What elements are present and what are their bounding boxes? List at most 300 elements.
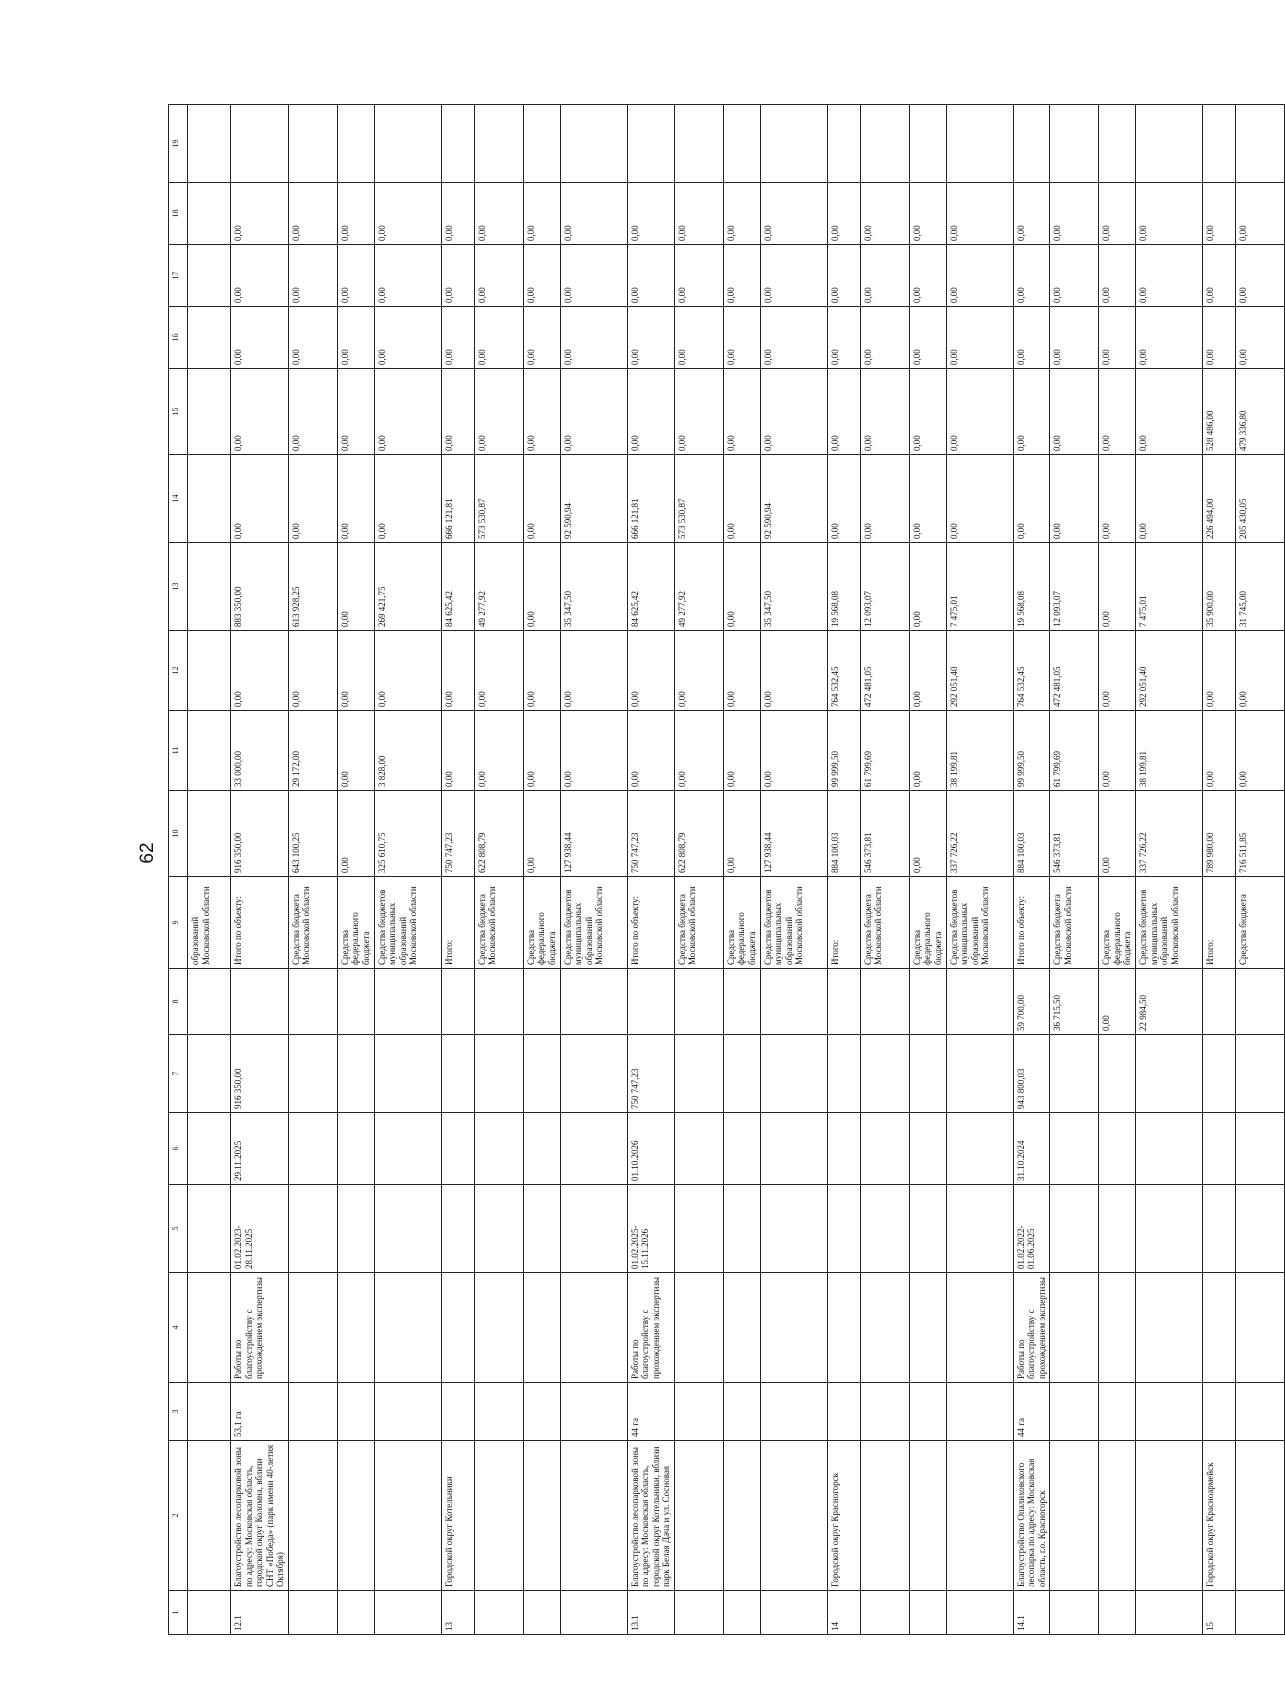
table-cell-col-13: 0,00 — [337, 543, 374, 631]
table-cell-col-10: 750 747,23 — [441, 791, 474, 877]
table-cell-col-15: 0,00 — [627, 369, 674, 455]
table-cell-col-16: 0,00 — [523, 307, 560, 369]
table-cell-col-7: 916 350,00 — [231, 1035, 289, 1113]
table-cell-col-12 — [188, 631, 231, 711]
table-cell-col-5: 01.02.2023-28.11.2025 — [231, 1185, 289, 1273]
table-cell-col-19 — [674, 105, 723, 183]
table-cell-col-12: 0,00 — [1099, 631, 1136, 711]
table-cell-col-6: 29.11.2025 — [231, 1113, 289, 1185]
table-cell-col-5 — [523, 1185, 560, 1273]
table-cell-col-14: 573 530,87 — [674, 455, 723, 543]
table-cell-col-18: 0,00 — [827, 183, 860, 245]
table-cell-col-8 — [723, 969, 760, 1035]
table-cell-col-14: 0,00 — [231, 455, 289, 543]
table-cell-col-17: 0,00 — [1136, 245, 1203, 307]
table-cell-col-10: 0,00 — [523, 791, 560, 877]
table-cell-col-3 — [1136, 1383, 1203, 1441]
table-cell-col-19 — [560, 105, 627, 183]
table-cell-col-3 — [374, 1383, 441, 1441]
table-cell-col-7 — [374, 1035, 441, 1113]
table-cell-col-18: 0,00 — [760, 183, 827, 245]
table-cell-col-7 — [188, 1035, 231, 1113]
table-cell-col-7 — [946, 1035, 1013, 1113]
table-cell-col-14: 0,00 — [1099, 455, 1136, 543]
table-cell-col-3 — [441, 1383, 474, 1441]
table-cell-col-12: 0,00 — [441, 631, 474, 711]
table-cell-col-12: 0,00 — [474, 631, 523, 711]
table-cell-col-13 — [188, 543, 231, 631]
table-cell-col-2 — [1099, 1441, 1136, 1591]
table-cell-col-2 — [1050, 1441, 1099, 1591]
table-row — [1099, 105, 1136, 1635]
table-cell-col-8 — [909, 969, 946, 1035]
table-cell-col-17: 0,00 — [288, 245, 337, 307]
table-row — [1136, 105, 1203, 1635]
table-row — [560, 105, 627, 1635]
column-number-cell: 15 — [169, 369, 188, 455]
table-cell-col-6 — [188, 1113, 231, 1185]
table-cell-col-4 — [188, 1273, 231, 1383]
table-cell-col-6 — [1236, 1113, 1285, 1185]
table-cell-col-10: 750 747,23 — [627, 791, 674, 877]
table-cell-col-7 — [909, 1035, 946, 1113]
table-cell-col-5 — [760, 1185, 827, 1273]
table-cell-col-12: 0,00 — [1236, 631, 1285, 711]
table-cell-col-8 — [946, 969, 1013, 1035]
column-number-cell: 2 — [169, 1441, 188, 1591]
table-cell-col-18: 0,00 — [1013, 183, 1050, 245]
table-cell-col-8 — [374, 969, 441, 1035]
table-cell-col-12: 0,00 — [523, 631, 560, 711]
table-cell-col-2 — [474, 1441, 523, 1591]
table-cell-col-14: 0,00 — [909, 455, 946, 543]
table-cell-col-5 — [1099, 1185, 1136, 1273]
table-cell-col-18: 0,00 — [1050, 183, 1099, 245]
table-cell-col-3 — [474, 1383, 523, 1441]
table-cell-col-2 — [1136, 1441, 1203, 1591]
table-cell-col-7: 750 747,23 — [627, 1035, 674, 1113]
table-cell-col-12: 0,00 — [231, 631, 289, 711]
table-cell-col-3 — [1203, 1383, 1236, 1441]
table-cell-col-13: 31 745,00 — [1236, 543, 1285, 631]
table-cell-col-3 — [909, 1383, 946, 1441]
table-cell-col-3 — [288, 1383, 337, 1441]
table-cell-col-1 — [560, 1591, 627, 1635]
table-cell-col-14: 0,00 — [860, 455, 909, 543]
table-cell-col-2 — [523, 1441, 560, 1591]
table-cell-col-5: 01.02.2025-15.11.2026 — [627, 1185, 674, 1273]
table-cell-col-15: 0,00 — [946, 369, 1013, 455]
table-cell-col-17: 0,00 — [627, 245, 674, 307]
table-cell-col-9: Средства бюджета Московской области — [288, 877, 337, 969]
column-number-cell: 3 — [169, 1383, 188, 1441]
table-cell-col-11: 38 199,81 — [946, 711, 1013, 791]
table-cell-col-6 — [1050, 1113, 1099, 1185]
table-cell-col-14: 226 494,00 — [1203, 455, 1236, 543]
table-cell-col-19 — [288, 105, 337, 183]
table-cell-col-1: 14 — [827, 1591, 860, 1635]
table-cell-col-2 — [288, 1441, 337, 1591]
table-cell-col-16 — [188, 307, 231, 369]
rotated-table-container — [168, 115, 1248, 1635]
table-cell-col-15: 0,00 — [231, 369, 289, 455]
table-cell-col-4 — [860, 1273, 909, 1383]
table-cell-col-13: 19 568,08 — [827, 543, 860, 631]
table-cell-col-5 — [946, 1185, 1013, 1273]
table-cell-col-6 — [441, 1113, 474, 1185]
table-cell-col-13: 0,00 — [1099, 543, 1136, 631]
table-cell-col-18: 0,00 — [337, 183, 374, 245]
table-cell-col-2 — [337, 1441, 374, 1591]
table-cell-col-11: 61 799,69 — [860, 711, 909, 791]
table-cell-col-13: 84 625,42 — [627, 543, 674, 631]
table-cell-col-4 — [909, 1273, 946, 1383]
table-cell-col-10: 622 808,79 — [474, 791, 523, 877]
table-cell-col-1 — [188, 1591, 231, 1635]
table-cell-col-10: 0,00 — [1099, 791, 1136, 877]
table-row — [1236, 105, 1285, 1635]
table-cell-col-12: 292 051,40 — [946, 631, 1013, 711]
table-cell-col-1: 13.1 — [627, 1591, 674, 1635]
table-cell-col-18: 0,00 — [860, 183, 909, 245]
table-cell-col-17: 0,00 — [1099, 245, 1136, 307]
table-row — [674, 105, 723, 1635]
table-cell-col-7 — [523, 1035, 560, 1113]
table-cell-col-6 — [560, 1113, 627, 1185]
table-cell-col-12: 0,00 — [909, 631, 946, 711]
table-cell-col-2 — [723, 1441, 760, 1591]
table-cell-col-7 — [1236, 1035, 1285, 1113]
table-cell-col-19 — [337, 105, 374, 183]
table-cell-col-9: Итого по объекту: — [627, 877, 674, 969]
table-cell-col-17: 0,00 — [1013, 245, 1050, 307]
table-row — [760, 105, 827, 1635]
table-cell-col-3: 53,1 га — [231, 1383, 289, 1441]
table-cell-col-6 — [374, 1113, 441, 1185]
table-cell-col-18: 0,00 — [946, 183, 1013, 245]
table-cell-col-10: 0,00 — [337, 791, 374, 877]
table-cell-col-18: 0,00 — [1099, 183, 1136, 245]
table-cell-col-1 — [474, 1591, 523, 1635]
column-number-cell: 18 — [169, 183, 188, 245]
table-cell-col-7 — [1136, 1035, 1203, 1113]
table-cell-col-9: Средства федерального бюджета — [909, 877, 946, 969]
table-cell-col-3 — [1050, 1383, 1099, 1441]
table-cell-col-2 — [909, 1441, 946, 1591]
table-cell-col-16: 0,00 — [1050, 307, 1099, 369]
table-cell-col-12: 0,00 — [674, 631, 723, 711]
table-cell-col-1 — [674, 1591, 723, 1635]
table-cell-col-10: 337 726,22 — [946, 791, 1013, 877]
table-cell-col-2 — [188, 1441, 231, 1591]
table-cell-col-5 — [560, 1185, 627, 1273]
table-cell-col-5 — [337, 1185, 374, 1273]
table-cell-col-12: 0,00 — [760, 631, 827, 711]
table-row — [1013, 105, 1050, 1635]
table-cell-col-10: 337 726,22 — [1136, 791, 1203, 877]
table-cell-col-14: 92 590,94 — [560, 455, 627, 543]
table-cell-col-13: 883 350,00 — [231, 543, 289, 631]
table-cell-col-17: 0,00 — [523, 245, 560, 307]
table-cell-col-9: образований Московской области — [188, 877, 231, 969]
table-cell-col-17: 0,00 — [560, 245, 627, 307]
table-cell-col-16: 0,00 — [288, 307, 337, 369]
table-cell-col-4: Работы по благоустройству с прохождением экспертизы — [627, 1273, 674, 1383]
table-cell-col-8 — [474, 969, 523, 1035]
table-cell-col-16: 0,00 — [374, 307, 441, 369]
table-cell-col-14: 573 530,87 — [474, 455, 523, 543]
table-cell-col-10: 916 350,00 — [231, 791, 289, 877]
table-cell-col-19 — [909, 105, 946, 183]
table-cell-col-4 — [946, 1273, 1013, 1383]
table-cell-col-12: 764 532,45 — [1013, 631, 1050, 711]
table-cell-col-2 — [374, 1441, 441, 1591]
table-cell-col-19 — [827, 105, 860, 183]
table-cell-col-18: 0,00 — [723, 183, 760, 245]
table-cell-col-19 — [760, 105, 827, 183]
table-cell-col-19 — [627, 105, 674, 183]
table-cell-col-17: 0,00 — [441, 245, 474, 307]
table-cell-col-15: 0,00 — [374, 369, 441, 455]
table-cell-col-7 — [288, 1035, 337, 1113]
table-cell-col-15 — [188, 369, 231, 455]
table-cell-col-15: 0,00 — [1050, 369, 1099, 455]
table-cell-col-7 — [441, 1035, 474, 1113]
table-cell-col-2 — [560, 1441, 627, 1591]
table-row — [288, 105, 337, 1635]
table-cell-col-18: 0,00 — [1203, 183, 1236, 245]
table-cell-col-10 — [188, 791, 231, 877]
table-cell-col-6 — [288, 1113, 337, 1185]
table-cell-col-15: 0,00 — [1099, 369, 1136, 455]
table-cell-col-10: 325 610,75 — [374, 791, 441, 877]
table-cell-col-19 — [1013, 105, 1050, 183]
table-cell-col-1 — [760, 1591, 827, 1635]
table-cell-col-13: 35 347,50 — [560, 543, 627, 631]
table-cell-col-11 — [188, 711, 231, 791]
column-number-cell: 16 — [169, 307, 188, 369]
table-cell-col-16: 0,00 — [1203, 307, 1236, 369]
page-number: 62 — [137, 842, 158, 864]
table-cell-col-8 — [760, 969, 827, 1035]
table-cell-col-4: Работы по благоустройству с прохождением экспертизы — [1013, 1273, 1050, 1383]
table-cell-col-14: 0,00 — [827, 455, 860, 543]
table-cell-col-11: 33 000,00 — [231, 711, 289, 791]
table-cell-col-2: Городской округ Красноармейск — [1203, 1441, 1236, 1591]
table-cell-col-13: 269 421,75 — [374, 543, 441, 631]
table-cell-col-10: 0,00 — [723, 791, 760, 877]
table-cell-col-4 — [1099, 1273, 1136, 1383]
table-cell-col-15: 0,00 — [441, 369, 474, 455]
table-cell-col-13: 0,00 — [723, 543, 760, 631]
table-cell-col-3 — [1236, 1383, 1285, 1441]
table-cell-col-16: 0,00 — [441, 307, 474, 369]
table-row — [827, 105, 860, 1635]
table-cell-col-16: 0,00 — [337, 307, 374, 369]
table-row — [523, 105, 560, 1635]
table-cell-col-5 — [374, 1185, 441, 1273]
table-cell-col-8 — [560, 969, 627, 1035]
table-cell-col-14: 205 430,05 — [1236, 455, 1285, 543]
table-cell-col-6 — [760, 1113, 827, 1185]
table-cell-col-14: 0,00 — [374, 455, 441, 543]
table-cell-col-19 — [860, 105, 909, 183]
table-cell-col-3 — [674, 1383, 723, 1441]
table-cell-col-14: 666 121,81 — [441, 455, 474, 543]
table-row — [860, 105, 909, 1635]
table-cell-col-19 — [1236, 105, 1285, 183]
table-cell-col-1 — [337, 1591, 374, 1635]
table-cell-col-17: 0,00 — [760, 245, 827, 307]
table-cell-col-13: 7 475,01 — [1136, 543, 1203, 631]
table-cell-col-17: 0,00 — [946, 245, 1013, 307]
table-cell-col-10: 789 980,00 — [1203, 791, 1236, 877]
table-cell-col-18: 0,00 — [560, 183, 627, 245]
table-cell-col-1: 14.1 — [1013, 1591, 1050, 1635]
table-cell-col-16: 0,00 — [231, 307, 289, 369]
table-cell-col-14: 0,00 — [1050, 455, 1099, 543]
table-cell-col-11: 0,00 — [523, 711, 560, 791]
table-cell-col-4 — [827, 1273, 860, 1383]
column-number-cell: 13 — [169, 543, 188, 631]
table-cell-col-18: 0,00 — [441, 183, 474, 245]
table-cell-col-13: 84 625,42 — [441, 543, 474, 631]
table-cell-col-12: 472 481,05 — [860, 631, 909, 711]
table-cell-col-8 — [827, 969, 860, 1035]
column-number-cell: 8 — [169, 969, 188, 1035]
table-row — [1203, 105, 1236, 1635]
table-cell-col-8 — [1203, 969, 1236, 1035]
table-cell-col-14 — [188, 455, 231, 543]
table-body — [188, 105, 1285, 1635]
table-cell-col-17: 0,00 — [337, 245, 374, 307]
table-cell-col-4 — [1203, 1273, 1236, 1383]
table-cell-col-17: 0,00 — [909, 245, 946, 307]
table-cell-col-9: Итого: — [827, 877, 860, 969]
table-cell-col-6 — [1203, 1113, 1236, 1185]
table-row — [188, 105, 231, 1635]
table-cell-col-14: 0,00 — [337, 455, 374, 543]
table-cell-col-6: 01.10.2026 — [627, 1113, 674, 1185]
table-cell-col-14: 0,00 — [723, 455, 760, 543]
table-cell-col-10: 546 373,81 — [1050, 791, 1099, 877]
column-number-cell: 5 — [169, 1185, 188, 1273]
table-cell-col-3 — [1099, 1383, 1136, 1441]
table-cell-col-14: 0,00 — [946, 455, 1013, 543]
table-cell-col-15: 479 336,80 — [1236, 369, 1285, 455]
table-cell-col-15: 0,00 — [474, 369, 523, 455]
table-cell-col-1 — [723, 1591, 760, 1635]
table-cell-col-3 — [760, 1383, 827, 1441]
table-cell-col-7 — [560, 1035, 627, 1113]
table-cell-col-19 — [523, 105, 560, 183]
table-cell-col-11: 0,00 — [1099, 711, 1136, 791]
table-cell-col-18: 0,00 — [231, 183, 289, 245]
table-cell-col-17: 0,00 — [1203, 245, 1236, 307]
table-cell-col-16: 0,00 — [627, 307, 674, 369]
table-cell-col-10: 884 100,03 — [1013, 791, 1050, 877]
table-cell-col-6 — [1099, 1113, 1136, 1185]
table-cell-col-15: 0,00 — [1013, 369, 1050, 455]
table-cell-col-14: 92 590,94 — [760, 455, 827, 543]
table-cell-col-1 — [860, 1591, 909, 1635]
table-cell-col-17: 0,00 — [1236, 245, 1285, 307]
table-cell-col-19 — [946, 105, 1013, 183]
table-cell-col-6 — [337, 1113, 374, 1185]
table-cell-col-2: Благоустройство лесопарковой зоны по адресу: Московская область, городской округ Коломна, вблизи СНТ «Победа» (парк имени 40-летия Октября) — [231, 1441, 289, 1591]
table-cell-col-8 — [523, 969, 560, 1035]
table-cell-col-8 — [188, 969, 231, 1035]
table-cell-col-3 — [560, 1383, 627, 1441]
table-cell-col-4 — [560, 1273, 627, 1383]
table-cell-col-9: Итого: — [441, 877, 474, 969]
table-row — [627, 105, 674, 1635]
table-cell-col-18: 0,00 — [909, 183, 946, 245]
table-cell-col-10: 127 938,44 — [560, 791, 627, 877]
table-cell-col-11: 0,00 — [909, 711, 946, 791]
table-cell-col-5 — [474, 1185, 523, 1273]
table-cell-col-11: 0,00 — [1203, 711, 1236, 791]
table-cell-col-9: Средства бюджета — [1236, 877, 1285, 969]
table-cell-col-3 — [188, 1383, 231, 1441]
table-cell-col-6 — [909, 1113, 946, 1185]
table-cell-col-18: 0,00 — [1236, 183, 1285, 245]
column-number-cell: 4 — [169, 1273, 188, 1383]
table-cell-col-12: 0,00 — [723, 631, 760, 711]
table-cell-col-19 — [188, 105, 231, 183]
table-cell-col-6 — [474, 1113, 523, 1185]
table-cell-col-8 — [860, 969, 909, 1035]
table-cell-col-7: 943 800,03 — [1013, 1035, 1050, 1113]
table-cell-col-7 — [827, 1035, 860, 1113]
table-cell-col-4 — [474, 1273, 523, 1383]
table-cell-col-16: 0,00 — [1236, 307, 1285, 369]
budget-table — [168, 104, 1285, 1635]
table-cell-col-8 — [627, 969, 674, 1035]
table-cell-col-13: 0,00 — [909, 543, 946, 631]
table-cell-col-5 — [827, 1185, 860, 1273]
table-cell-col-13: 19 568,08 — [1013, 543, 1050, 631]
table-cell-col-2 — [760, 1441, 827, 1591]
table-cell-col-4: Работы по благоустройству с прохождением экспертизы — [231, 1273, 289, 1383]
table-cell-col-1 — [946, 1591, 1013, 1635]
table-cell-col-6 — [860, 1113, 909, 1185]
table-cell-col-16: 0,00 — [860, 307, 909, 369]
table-row — [723, 105, 760, 1635]
table-row — [909, 105, 946, 1635]
table-cell-col-11: 0,00 — [474, 711, 523, 791]
table-cell-col-10: 127 938,44 — [760, 791, 827, 877]
table-cell-col-4 — [337, 1273, 374, 1383]
table-cell-col-2 — [674, 1441, 723, 1591]
table-cell-col-1: 13 — [441, 1591, 474, 1635]
table-cell-col-15: 0,00 — [674, 369, 723, 455]
table-cell-col-5 — [674, 1185, 723, 1273]
table-cell-col-11: 0,00 — [441, 711, 474, 791]
table-cell-col-12: 472 481,05 — [1050, 631, 1099, 711]
table-cell-col-2 — [946, 1441, 1013, 1591]
table-cell-col-14: 666 121,81 — [627, 455, 674, 543]
table-cell-col-13: 35 347,50 — [760, 543, 827, 631]
table-cell-col-5 — [441, 1185, 474, 1273]
table-cell-col-19 — [1050, 105, 1099, 183]
table-cell-col-11: 0,00 — [560, 711, 627, 791]
table-cell-col-12: 0,00 — [560, 631, 627, 711]
table-cell-col-15: 0,00 — [288, 369, 337, 455]
table-cell-col-10: 643 100,25 — [288, 791, 337, 877]
table-cell-col-16: 0,00 — [946, 307, 1013, 369]
table-cell-col-11: 38 199,81 — [1136, 711, 1203, 791]
